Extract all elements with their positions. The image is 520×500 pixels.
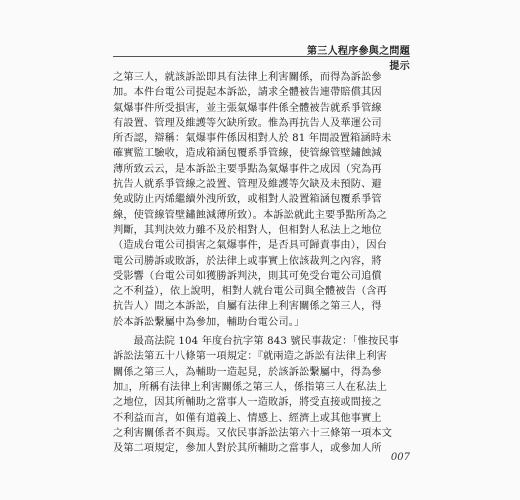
page-number: 007 [390, 452, 410, 463]
text-line: 受影響（台電公司如獲勝訴判決，則其可免受台電公司追償 [113, 270, 382, 282]
page-body [113, 70, 410, 456]
text-line: 之地位，因其所輔助之當事人一造敗訴，將受直接或間接之 [113, 397, 382, 409]
text-line: 之第三人，就該訴訟即具有法律上利害關係，而得為訴訟參 [113, 72, 382, 83]
text-line: 關係之第三人，為輔助一造起見，於該訴訟繫屬中，得為參 [113, 366, 382, 378]
text-line: 最高法院 104 年度台抗字第 843 號民事裁定：「惟按民事 [113, 336, 400, 348]
header-rule [113, 56, 410, 57]
text-line: 薄所致云云，是本訴訟主要爭點為氣爆事件之成因（究為再 [113, 163, 382, 175]
running-header: 第三人程序參與之問題提示 [307, 46, 410, 72]
text-line: 加』，所稱有法律上利害關係之第三人，係指第三人在私法上 [113, 381, 388, 393]
text-line: 免或防止丙烯繼續外洩所致，或相對人設置箱涵包覆系爭管 [113, 194, 382, 206]
text-line: 之利害關係者不與焉。又依民事訴訟法第六十三條第一項本文 [113, 427, 393, 439]
text-line: 訴訟法第五十八條第一項規定：『就兩造之訴訟有法律上利害 [113, 351, 388, 363]
text-line: 之不利益），依上說明，相對人就台電公司與全體被告（含再 [113, 286, 388, 298]
text-line: 電公司勝訴或敗訴，於法律上或事實上依該裁判之內容，將 [113, 255, 382, 267]
text-line: 於本訴訟繫屬中為參加，輔助台電公司。」 [113, 316, 305, 328]
paragraph-1 [113, 70, 410, 330]
text-line: 有設置、管理及維護等欠缺所致。惟為再抗告人及華運公司 [113, 117, 382, 129]
text-line: 抗告人就系爭管線之設置、管理及維護等欠缺及未預防、避 [113, 179, 382, 191]
text-line: 判斷，其判決效力雖不及於相對人，但相對人私法上之地位 [113, 224, 382, 236]
text-line: 線，使管線管壁鏽蝕減薄所致）。本訴訟就此主要爭點所為之 [113, 209, 388, 221]
text-line: 及第二項規定，參加人對於其所輔助之當事人，或參加人所 [113, 443, 382, 455]
text-line: 確實監工驗收，造成箱涵包覆系爭管線，使管線管壁鏽蝕減 [113, 148, 382, 160]
text-line: 所否認，辯稱：氣爆事件係因相對人於 81 年間設置箱涵時未 [113, 133, 392, 145]
paragraph-2 [113, 334, 410, 456]
text-line: 氣爆事件所受損害，並主張氣爆事件係全體被告就系爭管線 [113, 102, 382, 114]
text-line: （造成台電公司損害之氣爆事件，是否具可歸責事由），因台 [113, 240, 388, 252]
text-line: 不利益而言，如僅有道義上、情感上、經濟上或其他事實上 [113, 412, 382, 424]
text-line: 加。本件台電公司提起本訴訟，請求全體被告連帶賠償其因 [113, 87, 382, 99]
text-line: 抗告人）間之本訴訟，自屬有法律上利害關係之第三人，得 [113, 301, 382, 313]
